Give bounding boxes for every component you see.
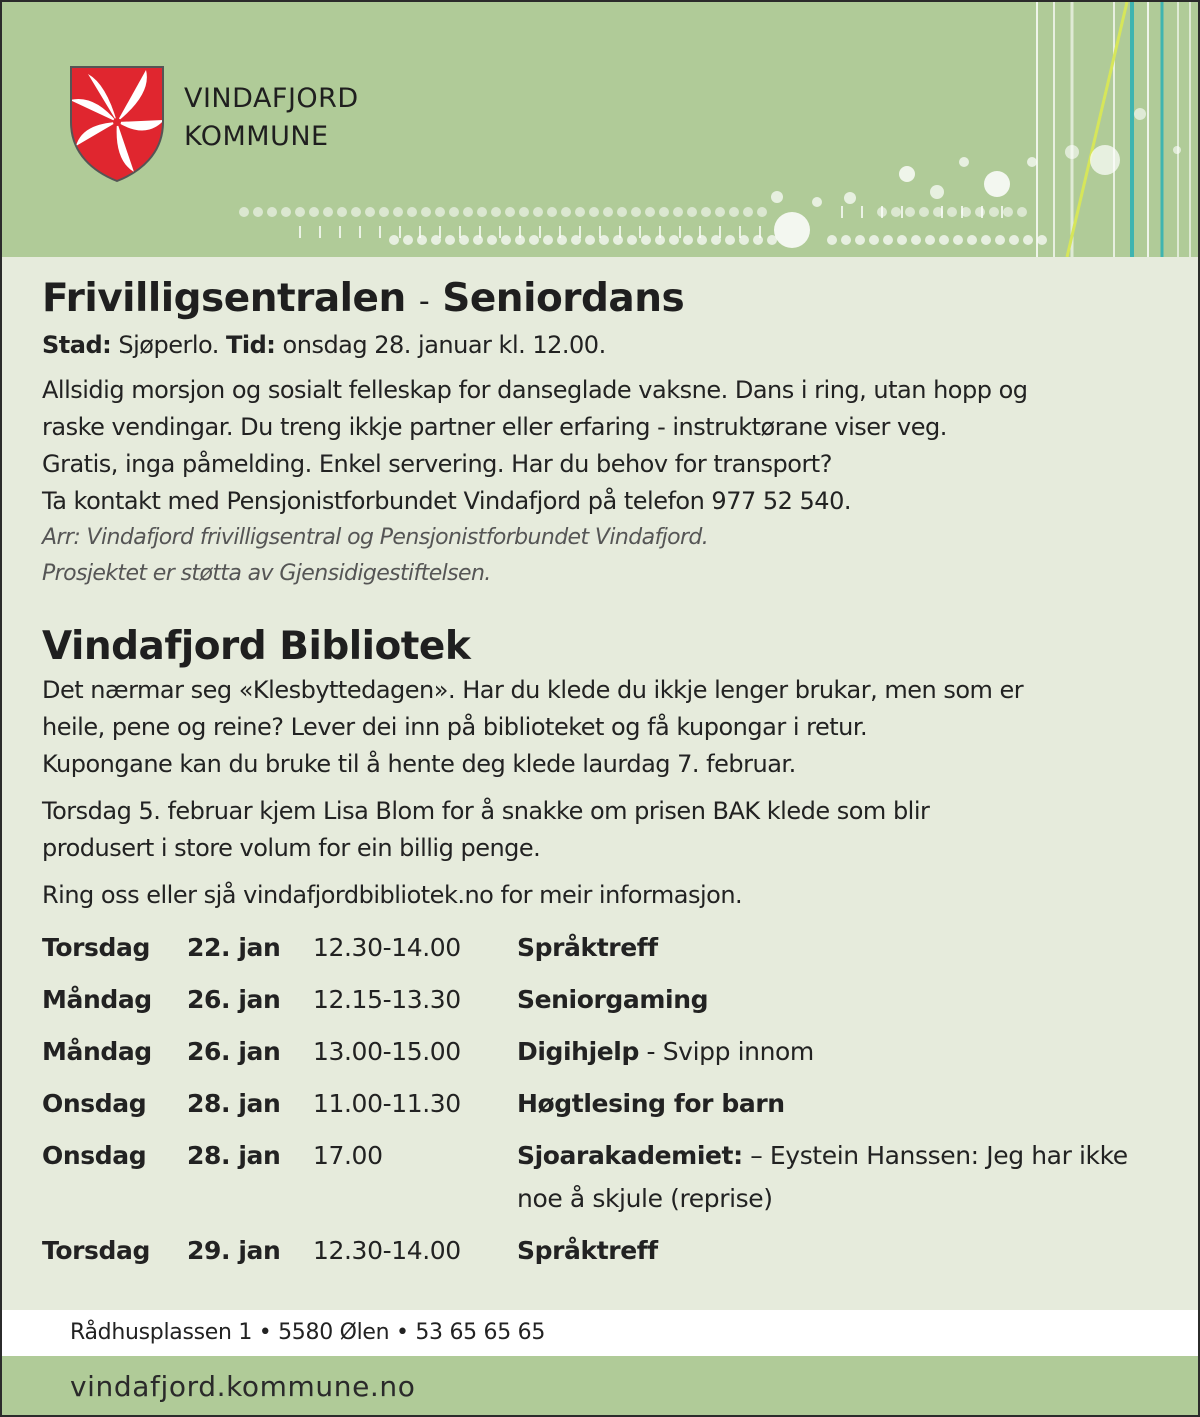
schedule-date: 28. jan <box>187 1089 281 1118</box>
stad-value: Sjøperlo. <box>118 331 219 359</box>
event-detail: – Eystein Hanssen: Jeg har ikke noe å skjule (reprise) <box>517 1141 1128 1213</box>
event-name: Sjoarakademiet: <box>517 1141 743 1170</box>
schedule-time: 12.30-14.00 <box>313 1236 461 1265</box>
schedule-time: 13.00-15.00 <box>313 1037 461 1066</box>
event-name: Språktreff <box>517 933 658 962</box>
schedule-row <box>42 1229 1172 1272</box>
brand-line-1: VINDAFJORD <box>184 83 359 114</box>
schedule-time: 12.15-13.30 <box>313 985 461 1014</box>
paragraph-line: Kupongane kan du bruke til å hente deg klede laurdag 7. februar. <box>42 750 796 778</box>
schedule-day: Måndag <box>42 1037 152 1066</box>
schedule-date: 26. jan <box>187 1037 281 1066</box>
main-content <box>42 274 1172 1281</box>
schedule-row <box>42 1082 1172 1125</box>
event-name: Seniorgaming <box>517 985 709 1014</box>
brand-name <box>184 80 359 156</box>
schedule-date: 22. jan <box>187 933 281 962</box>
schedule-row <box>42 926 1172 969</box>
title-separator: - <box>418 284 430 319</box>
schedule-event <box>517 926 1157 969</box>
schedule-day: Onsdag <box>42 1089 147 1118</box>
description-line: Ta kontakt med Pensjonistforbundet Vindafjord på telefon 977 52 540. <box>42 487 851 515</box>
paragraph-line: heile, pene og reine? Lever dei inn på biblioteket og få kupongar i retur. <box>42 713 868 741</box>
brand-line-2: KOMMUNE <box>184 121 329 152</box>
schedule-day: Onsdag <box>42 1141 147 1170</box>
website-link[interactable]: vindafjord.kommune.no <box>70 1370 416 1403</box>
schedule-event <box>517 1134 1157 1220</box>
header-band <box>2 2 1198 257</box>
address-band <box>2 1310 1198 1356</box>
paragraph-klesbytte <box>42 672 1172 783</box>
description <box>42 372 1172 520</box>
decorative-pattern <box>2 2 1198 257</box>
schedule-row <box>42 978 1172 1021</box>
section-bibliotek <box>42 622 1172 1272</box>
schedule-date: 26. jan <box>187 985 281 1014</box>
schedule-time: 12.30-14.00 <box>313 933 461 962</box>
title-part-2: Seniordans <box>442 276 685 321</box>
shield-icon <box>68 64 166 184</box>
paragraph-contact: Ring oss eller sjå vindafjordbibliotek.no for meir informasjon. <box>42 881 743 909</box>
section-title <box>42 274 1172 327</box>
event-name: Digihjelp <box>517 1037 639 1066</box>
schedule-day: Måndag <box>42 985 152 1014</box>
schedule-event <box>517 1082 1157 1125</box>
section-frivilligsentralen <box>42 274 1172 592</box>
place-time-line <box>42 327 1172 364</box>
schedule-date: 29. jan <box>187 1236 281 1265</box>
description-line: raske vendingar. Du treng ikkje partner eller erfaring - instruktørane viser veg. <box>42 413 947 441</box>
tid-value: onsdag 28. januar kl. 12.00. <box>282 331 606 359</box>
paragraph-line: Torsdag 5. februar kjem Lisa Blom for å snakke om prisen BAK klede som blir <box>42 797 930 825</box>
schedule-event <box>517 978 1157 1021</box>
tid-label: Tid: <box>226 331 276 359</box>
schedule-date: 28. jan <box>187 1141 281 1170</box>
section-title: Vindafjord Bibliotek <box>42 624 471 669</box>
event-detail: - Svipp innom <box>638 1037 814 1066</box>
schedule-day: Torsdag <box>42 1236 150 1265</box>
schedule-row <box>42 1030 1172 1073</box>
schedule-row <box>42 1134 1172 1220</box>
schedule-time: 17.00 <box>313 1141 383 1170</box>
event-name: Språktreff <box>517 1236 658 1265</box>
address-line: Rådhusplassen 1 • 5580 Ølen • 53 65 65 65 <box>70 1320 546 1345</box>
schedule-table <box>42 926 1172 1272</box>
paragraph-line: Det nærmar seg «Klesbyttedagen». Har du klede du ikkje lenger brukar, men som er <box>42 676 1024 704</box>
note-line: Arr: Vindafjord frivilligsentral og Pensjonistforbundet Vindafjord. <box>42 525 709 550</box>
website-band <box>2 1356 1198 1417</box>
schedule-event <box>517 1030 1157 1073</box>
event-name: Høgtlesing for barn <box>517 1089 785 1118</box>
organizer-note <box>42 520 1172 592</box>
schedule-time: 11.00-11.30 <box>313 1089 461 1118</box>
schedule-day: Torsdag <box>42 933 150 962</box>
schedule-event <box>517 1229 1157 1272</box>
paragraph-lisa-blom <box>42 793 1172 867</box>
stad-label: Stad: <box>42 331 112 359</box>
description-line: Allsidig morsjon og sosialt felleskap for danseglade vaksne. Dans i ring, utan hopp og <box>42 376 1028 404</box>
note-line: Prosjektet er støtta av Gjensidigestiftelsen. <box>42 561 491 586</box>
description-line: Gratis, inga påmelding. Enkel servering. Har du behov for transport? <box>42 450 832 478</box>
title-part-1: Frivilligsentralen <box>42 276 406 321</box>
paragraph-line: produsert i store volum for ein billig penge. <box>42 834 541 862</box>
